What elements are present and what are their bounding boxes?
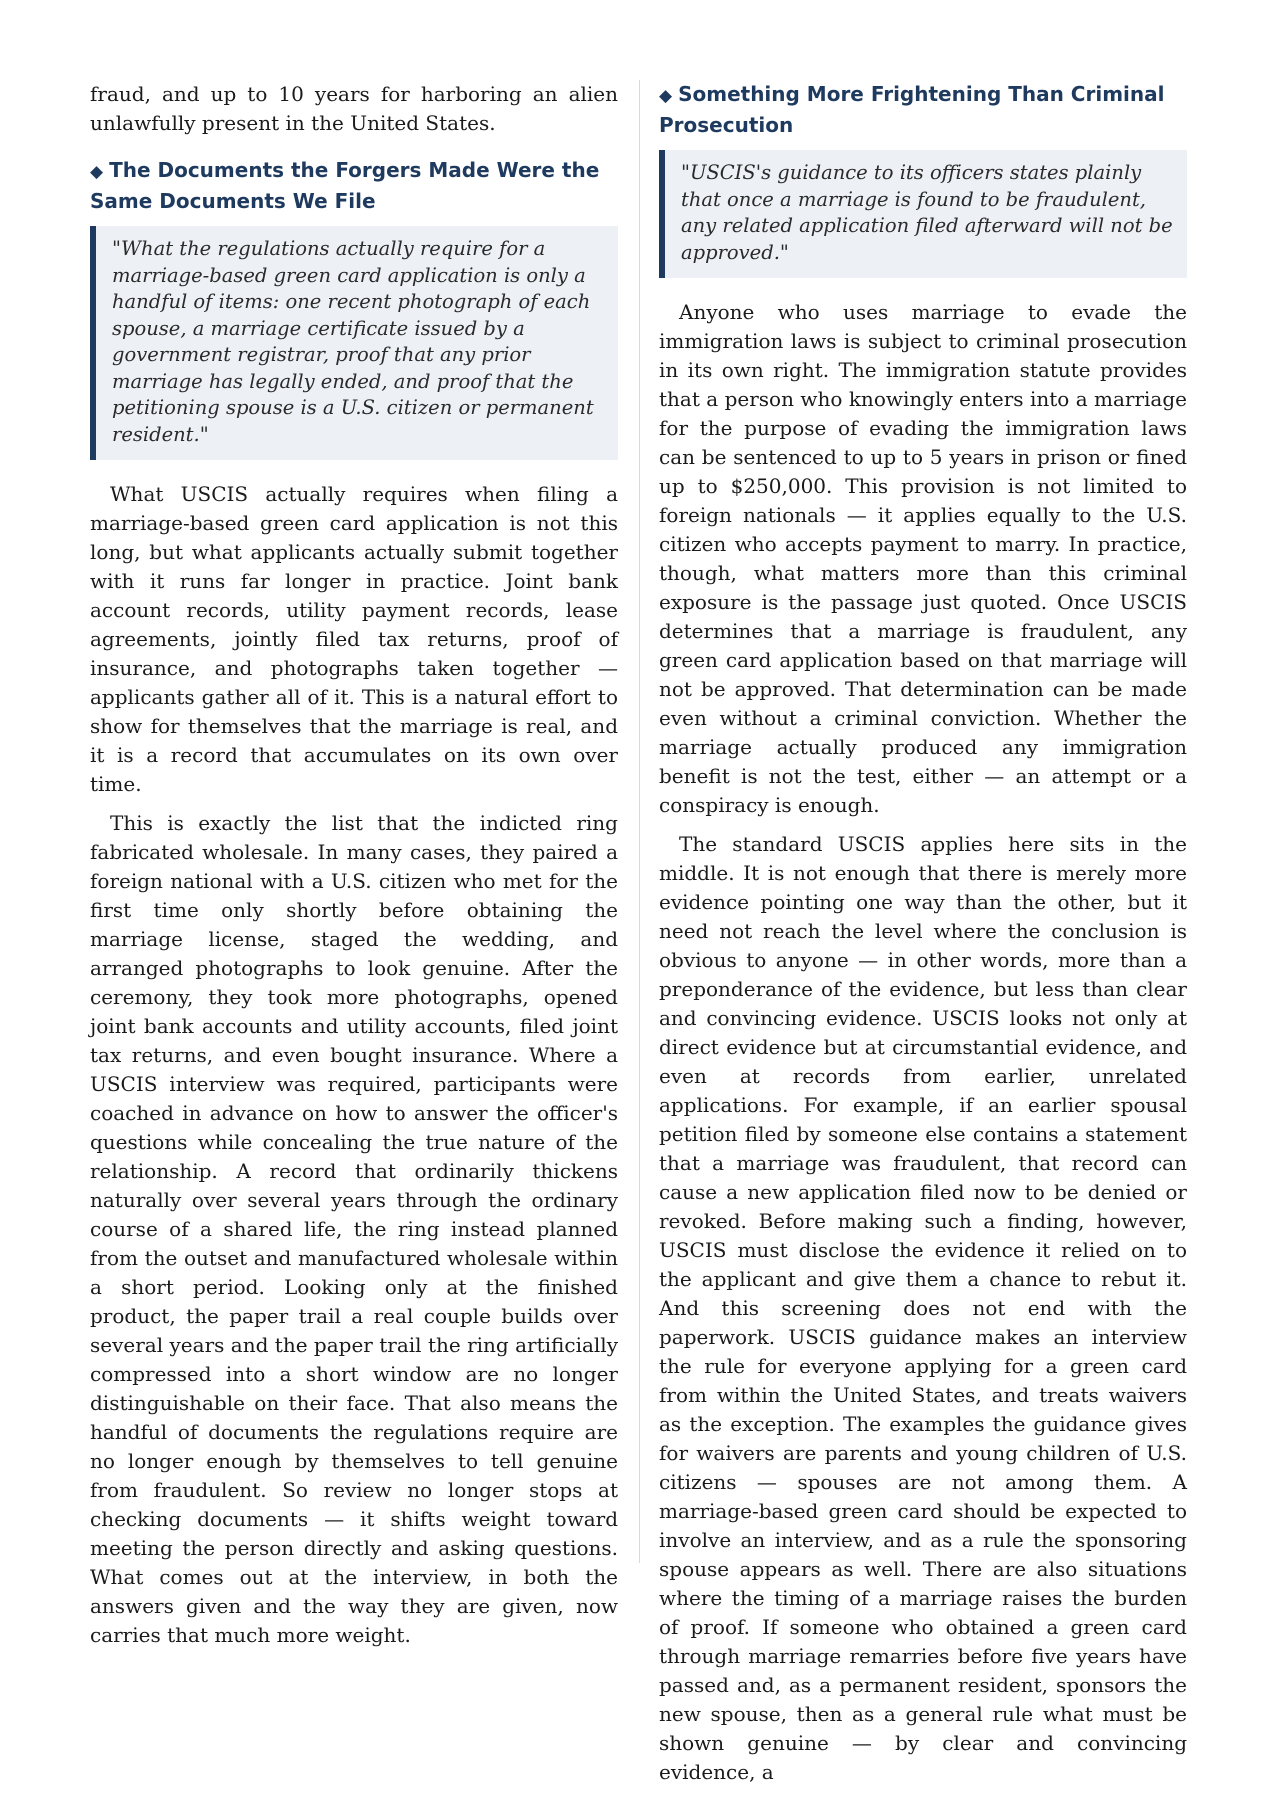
diamond-bullet-icon: ◆ (659, 86, 673, 106)
body-paragraph: The standard USCIS applies here sits in the middle. It is not enough that there is merely more evidence pointing one way than the other, but it need not reach the level where the conclusion is obvious to anyone — in other words, more than a preponderance of the evidence, but less than clear and convincing evidence. USCIS looks not only at direct evidence but at circumstantial evidence, and even at records from earlier, unrelated applications. For example, if an earlier spousal petition filed by someone else contains a statement that a marriage was fraudulent, that record can cause a new application filed now to be denied or revoked. Before making such a finding, however, USCIS must disclose the evidence it relied on to the applicant and give them a chance to rebut it. And this screening does not end with the paperwork. USCIS guidance makes an interview the rule for everyone applying for a green card from within the United States, and treats waivers as the exception. The examples the guidance gives for waivers are parents and young children of U.S. citizens — spouses are not among them. A marriage-based green card should be expected to involve an interview, and as a rule the sponsoring spouse appears as well. There are also situations where the timing of a marriage raises the burden of proof. If someone who obtained a green card through marriage remarries before five years have passed and, as a permanent resident, sponsors the new spouse, then as a general rule what must be shown genuine — by clear and convincing evidence, a (659, 832, 1187, 1784)
section-heading-documents (90, 156, 618, 216)
pull-quote-guidance: "USCIS's guidance to its officers states plainly that once a marriage is found to be fraudulent, any related application filed afterward will not be approved." (659, 150, 1187, 278)
section-heading-text: Something More Frightening Than Criminal Prosecution (659, 82, 1165, 137)
intro-paragraph: fraud, and up to 10 years for harboring an alien unlawfully present in the United States. (90, 82, 618, 135)
body-paragraph: What USCIS actually requires when filing a marriage-based green card application is not this long, but what applicants actually submit together with it runs far longer in practice. Joint bank account records, utility payment records, lease agreements, jointly filed tax returns, proof of insurance, and photographs taken together — applicants gather all of it. This is a natural effort to show for themselves that the marriage is real, and it is a record that accumulates on its own over time. (90, 482, 618, 796)
diamond-bullet-icon: ◆ (90, 162, 104, 182)
body-paragraph: Anyone who uses marriage to evade the immigration laws is subject to criminal prosecution in its own right. The immigration statute provides that a person who knowingly enters into a marriage for the purpose of evading the immigration laws can be sentenced to up to 5 years in prison or fined up to $250,000. This provision is not limited to foreign nationals — it applies equally to the U.S. citizen who accepts payment to marry. In practice, though, what matters more than this criminal exposure is the passage just quoted. Once USCIS determines that a marriage is fraudulent, any green card application based on that marriage will not be approved. That determination can be made even without a criminal conviction. Whether the marriage actually produced any immigration benefit is not the test, either — an attempt or a conspiracy is enough. (659, 300, 1187, 817)
body-paragraph: This is exactly the list that the indicted ring fabricated wholesale. In many cases, they paired a foreign national with a U.S. citizen who met for the first time only shortly before obtaining the marriage license, staged the wedding, and arranged photographs to look genuine. After the ceremony, they took more photographs, opened joint bank accounts and utility accounts, filed joint tax returns, and even bought insurance. Where a USCIS interview was required, participants were coached in advance on how to answer the officer's questions while concealing the true nature of the relationship. A record that ordinarily thickens naturally over several years through the ordinary course of a shared life, the ring instead planned from the outset and manufactured wholesale within a short period. Looking only at the finished product, the paper trail a real couple builds over several years and the paper trail the ring artificially compressed into a short window are no longer distinguishable on their face. That also means the handful of documents the regulations require are no longer enough by themselves to tell genuine from fraudulent. So review no longer stops at checking documents — it shifts weight toward meeting the person directly and asking questions. What comes out at the interview, in both the answers given and the way they are given, now carries that much more weight. (90, 811, 618, 1647)
left-column (90, 80, 618, 1660)
section-heading-text: The Documents the Forgers Made Were the Same Documents We File (90, 158, 600, 213)
column-divider (639, 80, 640, 1563)
pull-quote-regulations: "What the regulations actually require for a marriage-based green card application is only a handful of items: one recent photograph of each spouse, a marriage certificate issued by a government registrar, proof that any prior marriage has legally ended, and proof that the petitioning spouse is a U.S. citizen or permanent resident." (90, 226, 618, 460)
section-heading-prosecution (659, 80, 1187, 140)
right-column (659, 80, 1187, 1797)
